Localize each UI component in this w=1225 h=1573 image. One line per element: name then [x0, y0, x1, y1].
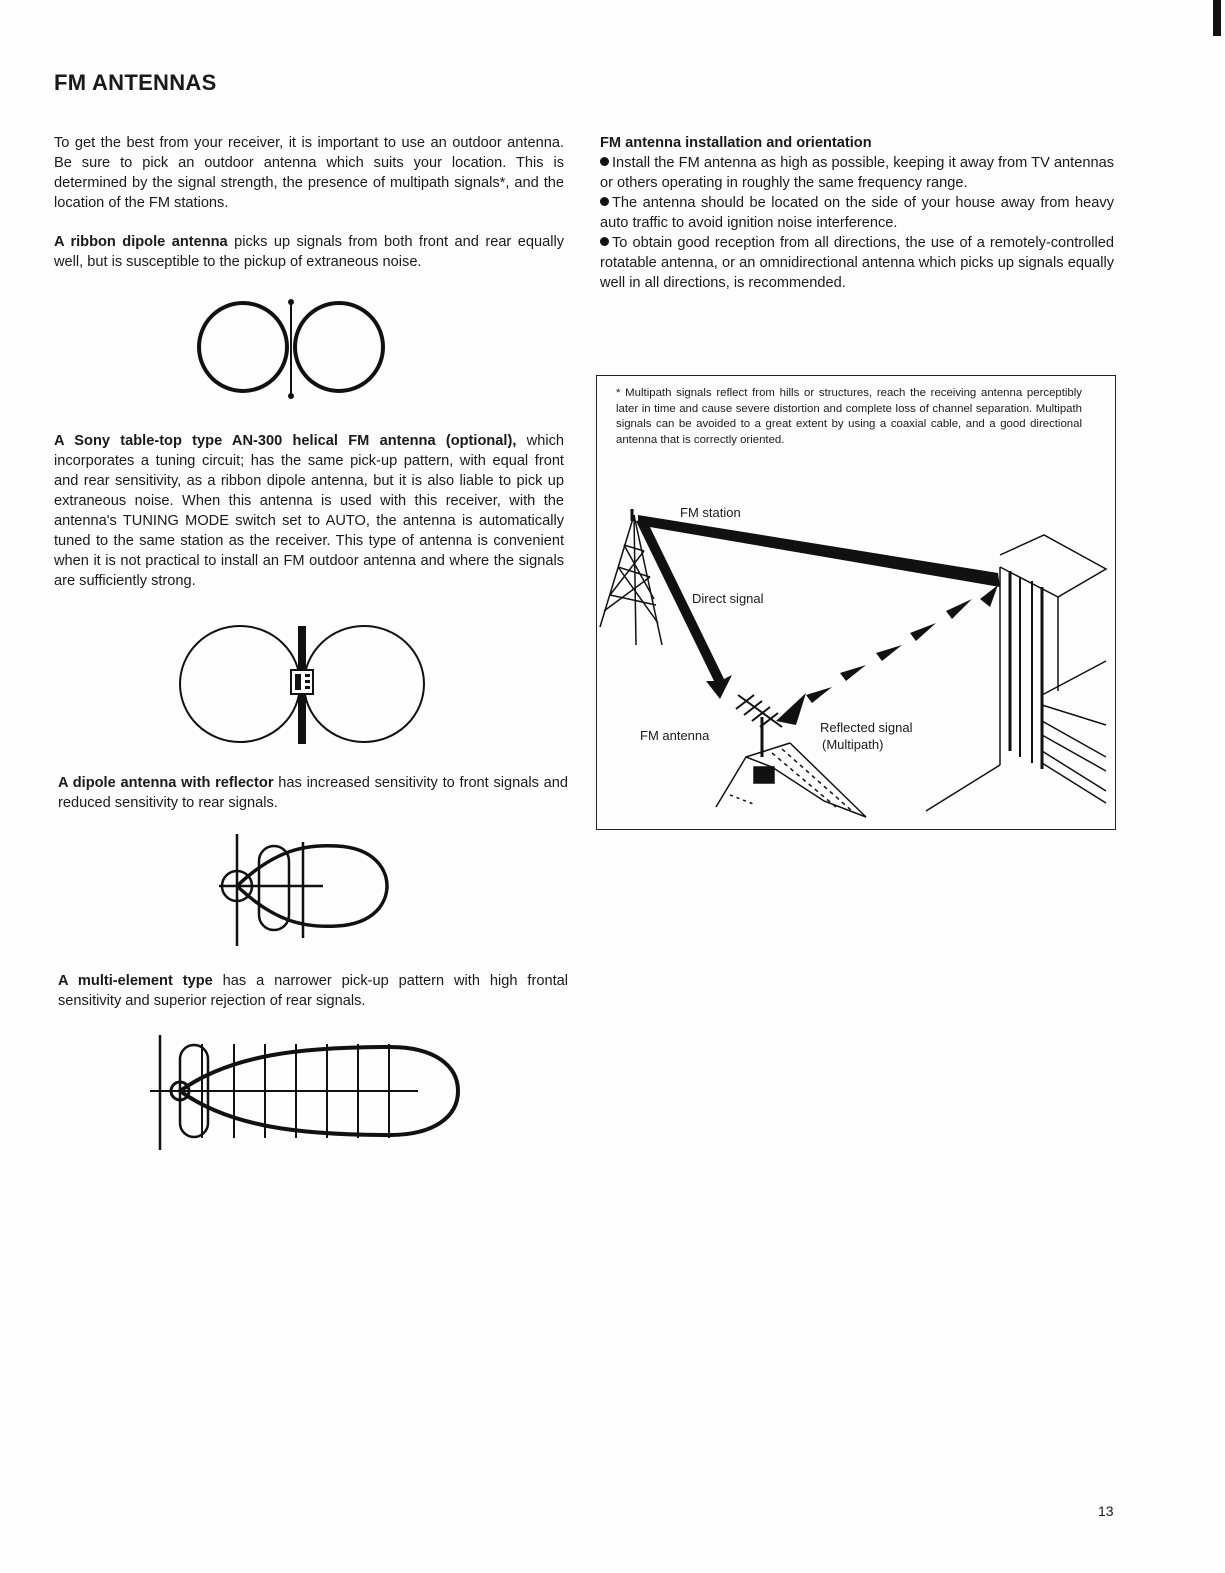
ribbon-dipole-paragraph: [54, 232, 564, 272]
multipath-diagram: [596, 495, 1116, 830]
fm-tower: [600, 509, 662, 645]
an300-paragraph: [54, 431, 564, 591]
reflector-antenna-pattern-figure: [215, 830, 415, 950]
installation-section: [600, 133, 1114, 293]
multipath-label: (Multipath): [822, 737, 884, 752]
front-lobe: [180, 626, 300, 742]
ribbon-dipole-pattern-figure: [195, 295, 395, 405]
bullet-dot: [600, 197, 609, 206]
installation-bullet: The antenna should be located on the side of your house away from heavy auto traffic to avoid ignition noise interference.: [600, 195, 1114, 231]
bullet-dot: [600, 157, 609, 166]
reflected-signal-label: Reflected signal: [820, 720, 913, 735]
direct-signal-label: Direct signal: [692, 591, 764, 606]
rear-lobe: [295, 303, 383, 391]
bullet-dot: [600, 237, 609, 246]
fm-antenna-label: FM antenna: [640, 728, 710, 743]
reflector-description: has increased sensitivity to front signals and reduced sensitivity to rear signals.: [58, 775, 569, 811]
rear-lobe: [304, 626, 424, 742]
multipath-footnote: * Multipath signals reflect from hills or structures, reach the receiving antenna perceptibly later in time and cause severe distortion and complete loss of channel separation. Multipath signals can be avoided to a great extent by using a coaxial cable, and a good directional antenna that is correctly oriented.: [616, 387, 1082, 446]
installation-bullet: To obtain good reception from all directions, the use of a remotely-controlled rotatable antenna, or an omnidirectional antenna which picks up signals equally well in all directions, is recommended.: [600, 235, 1114, 291]
reflected-signal-arrow: [776, 585, 998, 725]
page-title: FM ANTENNAS: [54, 70, 217, 95]
multi-element-paragraph: [58, 971, 568, 1011]
ribbon-dipole-description: picks up signals from both front and rear equally well, but is susceptible to the pickup of extraneous noise.: [54, 234, 564, 270]
fm-station-label: FM station: [680, 505, 741, 520]
reflector-term: A dipole antenna with reflector: [58, 775, 274, 791]
intro-paragraph: To get the best from your receiver, it is important to use an outdoor antenna. Be sure to pick an outdoor antenna which suits your location. This is determined by the signal strength, the presence of multipath signals*, and the location of the FM stations.: [54, 135, 564, 211]
station-to-building-beam: [638, 515, 1000, 587]
installation-bullet: Install the FM antenna as high as possible, keeping it away from TV antennas or others operating in roughly the same frequency range.: [600, 155, 1114, 191]
page-number: 13: [1098, 1503, 1114, 1519]
helical-antenna-pattern-figure: [178, 620, 428, 750]
multi-element-description: has a narrower pick-up pattern with high frontal sensitivity and superior rejection of rear signals.: [58, 973, 568, 1009]
ribbon-dipole-term: A ribbon dipole antenna: [54, 234, 228, 250]
house-roof: [716, 743, 866, 817]
installation-heading: FM antenna installation and orientation: [600, 135, 872, 151]
an300-description: which incorporates a tuning circuit; has the same pick-up pattern, with equal front and rear sensitivity, as a ribbon dipole antenna, but it is also liable to pick up extraneous noise. When this antenna is used with this receiver, with the antenna's TUNING MODE switch set to AUTO, the antenna is automatically tuned to the same station as the receiver. This type of antenna is convenient when it is not practical to install an FM outdoor antenna and where the signals are sufficiently strong.: [54, 433, 564, 589]
multi-element-term: A multi-element type: [58, 973, 213, 989]
page-edge-mark: [1213, 0, 1221, 36]
an300-term: A Sony table-top type AN-300 helical FM antenna (optional),: [54, 433, 517, 449]
multi-element-pattern-figure: [150, 1030, 470, 1155]
reflector-paragraph: [58, 773, 568, 813]
front-lobe: [199, 303, 287, 391]
direct-signal-arrow: [636, 519, 732, 699]
